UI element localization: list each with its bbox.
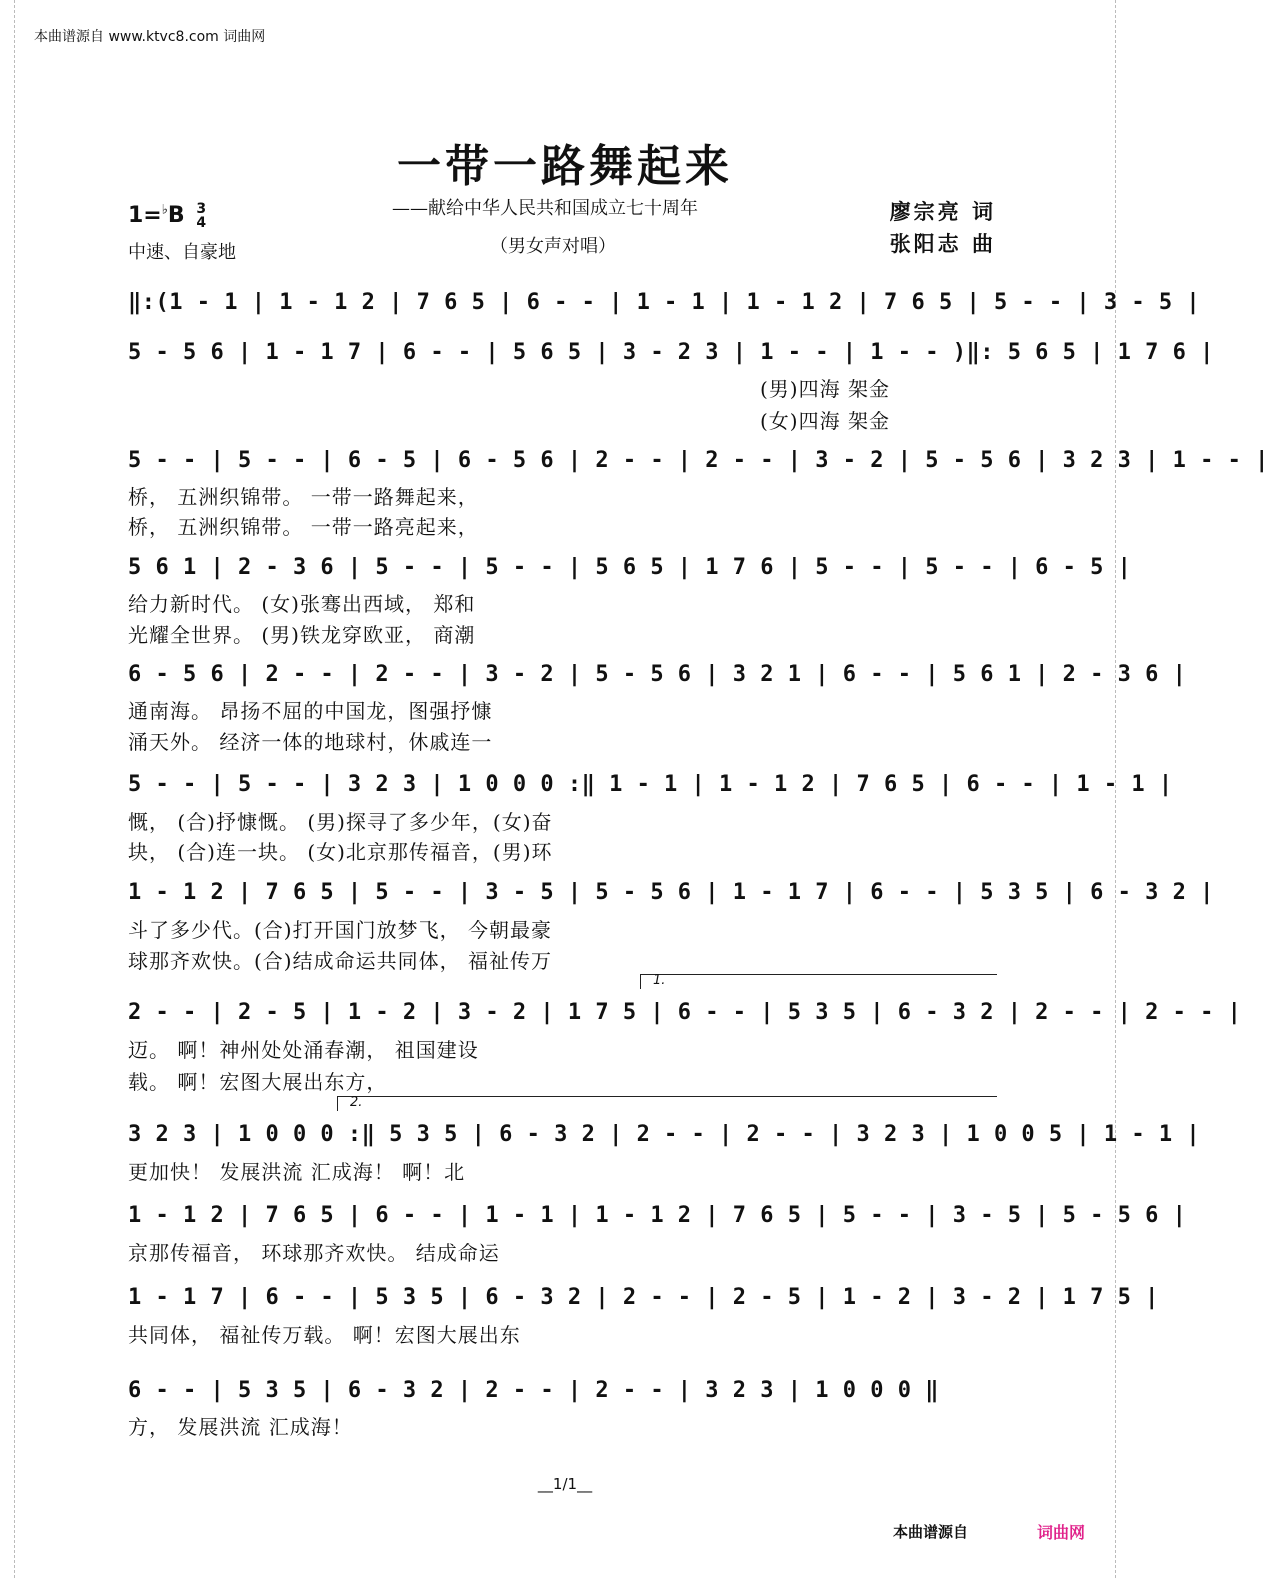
lyric-line-4a: 通南海。 昂扬不屈的中国龙，图强抒慷 xyxy=(128,699,493,723)
key-prefix: 1= xyxy=(128,203,162,228)
score-line-4: 5 6 1 | 2 - 3 6 | 5 - - | 5 - - | 5 6 5 | 1 7 6 | 5 - - | 5 - - | 6 - 5 | xyxy=(128,555,1132,580)
lyric-line-6a: 斗了多少代。(合)打开国门放梦飞， 今朝最豪 xyxy=(128,918,552,942)
time-signature xyxy=(196,202,206,230)
lyric-line-5a: 慨， (合)抒慷慨。 (男)探寻了多少年，(女)奋 xyxy=(128,810,553,834)
score-line-5: 6 - 5 6 | 2 - - | 2 - - | 3 - 2 | 5 - 5 6 | 3 2 1 | 6 - - | 5 6 1 | 2 - 3 6 | xyxy=(128,662,1187,687)
score-line-10: 1 - 1 2 | 7 6 5 | 6 - - | 1 - 1 | 1 - 1 2 | 7 6 5 | 5 - - | 3 - 5 | 5 - 5 6 | xyxy=(128,1203,1187,1228)
composer-credit: 张阳志 曲 xyxy=(889,232,996,256)
score-line-7: 1 - 1 2 | 7 6 5 | 5 - - | 3 - 5 | 5 - 5 6 | 1 - 1 7 | 6 - - | 5 3 5 | 6 - 3 2 | xyxy=(128,880,1214,905)
score-line-1: ‖:(1 - 1 | 1 - 1 2 | 7 6 5 | 6 - - | 1 - 1 | 1 - 1 2 | 7 6 5 | 5 - - | 3 - 5 | xyxy=(128,290,1201,315)
song-title: 一带一路舞起来 xyxy=(397,141,733,192)
lyric-line-2a: 桥， 五洲织锦带。 一带一路舞起来， xyxy=(128,485,479,509)
lyric-line-5b: 块， (合)连一块。 (女)北京那传福音，(男)环 xyxy=(128,840,553,864)
key-flat: ♭ xyxy=(161,202,168,218)
song-subtitle: ——献给中华人民共和国成立七十周年 xyxy=(392,198,698,219)
lyric-line-3a: 给力新时代。 (女)张骞出西域， 郑和 xyxy=(128,592,476,616)
lyric-line-11: 方， 发展洪流 汇成海！ xyxy=(128,1415,353,1439)
score-line-2: 5 - 5 6 | 1 - 1 7 | 6 - - | 5 6 5 | 3 - 2 3 | 1 - - | 1 - - )‖: 5 6 5 | 1 7 6 | xyxy=(128,340,1214,365)
footer-brand-link[interactable]: 词曲网 xyxy=(1037,1523,1086,1542)
time-bottom: 4 xyxy=(196,215,207,231)
lyric-line-10: 共同体， 福祉传万载。 啊！宏图大展出东 xyxy=(128,1323,521,1347)
score-line-9: 3 2 3 | 1 0 0 0 :‖ 5 3 5 | 6 - 3 2 | 2 - - | 2 - - | 3 2 3 | 1 0 0 5 | 1 - 1 | xyxy=(128,1122,1201,1147)
lyric-line-7b: 载。 啊！宏图大展出东方， xyxy=(128,1070,388,1094)
song-subtitle-duet: （男女声对唱） xyxy=(490,236,616,257)
score-line-8: 2 - - | 2 - 5 | 1 - 2 | 3 - 2 | 1 7 5 | 6 - - | 5 3 5 | 6 - 3 2 | 2 - - | 2 - - | xyxy=(128,1000,1242,1025)
lyric-line-1a: (男)四海 架金 xyxy=(760,377,890,401)
volta-1-label: 1. xyxy=(653,973,666,988)
lyric-line-2b: 桥， 五洲织锦带。 一带一路亮起来， xyxy=(128,515,479,539)
key-note: B xyxy=(167,203,185,228)
page-number: __1/1__ xyxy=(537,1475,593,1493)
lyric-line-6b: 球那齐欢快。(合)结成命运共同体， 福祉传万 xyxy=(128,949,552,973)
footer-source-text: 本曲谱源自 xyxy=(893,1523,969,1541)
volta-second-ending xyxy=(337,1096,997,1111)
lyric-line-7a: 迈。 啊！神州处处涌春潮， 祖国建设 xyxy=(128,1038,479,1062)
volta-2-label: 2. xyxy=(350,1095,363,1110)
score-line-6: 5 - - | 5 - - | 3 2 3 | 1 0 0 0 :‖ 1 - 1 | 1 - 1 2 | 7 6 5 | 6 - - | 1 - 1 | xyxy=(128,772,1173,797)
score-line-3: 5 - - | 5 - - | 6 - 5 | 6 - 5 6 | 2 - - | 2 - - | 3 - 2 | 5 - 5 6 | 3 2 3 | 1 - - | xyxy=(128,448,1269,473)
tempo-marking: 中速、自豪地 xyxy=(128,242,236,263)
time-top: 3 xyxy=(196,201,207,217)
lyric-line-3b: 光耀全世界。 (男)铁龙穿欧亚， 商潮 xyxy=(128,623,476,647)
lyric-line-9: 京那传福音， 环球那齐欢快。 结成命运 xyxy=(128,1241,500,1265)
header-source-text: 本曲谱源自 www.ktvc8.com 词曲网 xyxy=(34,29,266,45)
lyricist-credit: 廖宗亮 词 xyxy=(889,200,996,224)
key-signature xyxy=(128,202,206,230)
lyric-line-4b: 涌天外。 经济一体的地球村，休戚连一 xyxy=(128,730,493,754)
score-line-12: 6 - - | 5 3 5 | 6 - 3 2 | 2 - - | 2 - - | 3 2 3 | 1 0 0 0 ‖ xyxy=(128,1378,939,1403)
score-line-11: 1 - 1 7 | 6 - - | 5 3 5 | 6 - 3 2 | 2 - - | 2 - 5 | 1 - 2 | 3 - 2 | 1 7 5 | xyxy=(128,1285,1159,1310)
lyric-line-1b: (女)四海 架金 xyxy=(760,409,890,433)
lyric-line-8: 更加快！ 发展洪流 汇成海！ 啊！北 xyxy=(128,1160,466,1184)
volta-first-ending xyxy=(640,974,997,989)
left-margin-watermark xyxy=(0,0,15,1578)
